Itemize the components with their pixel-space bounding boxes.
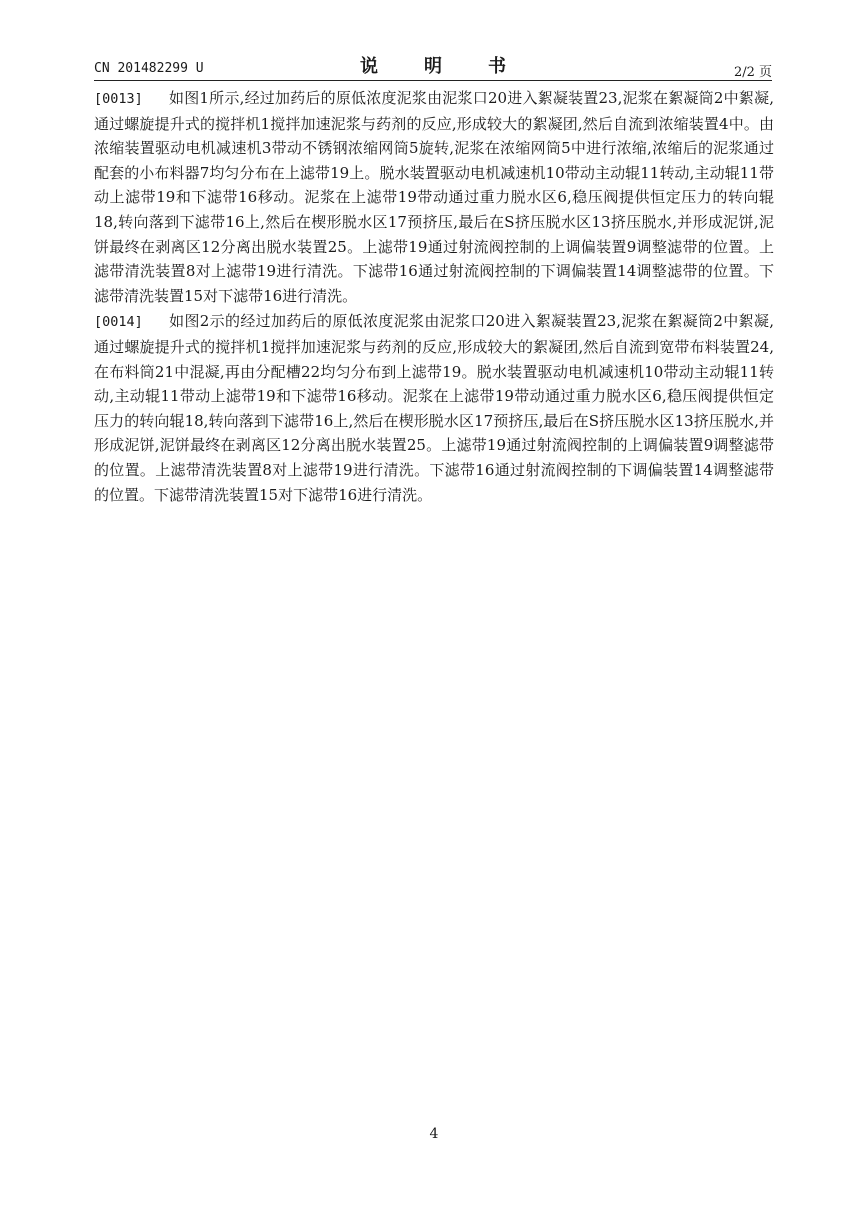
paragraph-text: 如图2示的经过加药后的原低浓度泥浆由泥浆口20进入絮凝装置23,泥浆在絮凝筒2中絮凝,通过螺旋提升式的搅拌机1搅拌加速泥浆与药剂的反应,形成较大的絮凝团,然后自流到宽带布料装置24,在布料筒21中混凝,再由分配槽22均匀分布到上滤带19。脱水装置驱动电机减速机10带动主动辊11转动,主动辊11带动上滤带19和下滤带16移动。泥浆在上滤带19带动通过重力脱水区6,稳压阀提供恒定压力的转向辊18,转向落到下滤带16上,然后在楔形脱水区17预挤压,最后在S挤压脱水区13挤压脱水,并形成泥饼,泥饼最终在剥离区12分离出脱水装置25。上滤带19通过射流阀控制的上调偏装置9调整滤带的位置。上滤带清洗装置8对上滤带19进行清洗。下滤带16通过射流阀控制的下调偏装置14调整滤带的位置。下滤带清洗装置15对下滤带16进行清洗。 — [94, 312, 774, 504]
paragraph-text: 如图1所示,经过加药后的原低浓度泥浆由泥浆口20进入絮凝装置23,泥浆在絮凝筒2中絮凝,通过螺旋提升式的搅拌机1搅拌加速泥浆与药剂的反应,形成较大的絮凝团,然后自流到浓缩装置4中。由浓缩装置驱动电机减速机3带动不锈钢浓缩网筒5旋转,泥浆在浓缩网筒5中进行浓缩,浓缩后的泥浆通过配套的小布料器7均匀分布在上滤带19上。脱水装置驱动电机减速机10带动主动辊11转动,主动辊11带动上滤带19和下滤带16移动。泥浆在上滤带19带动通过重力脱水区6,稳压阀提供恒定压力的转向辊18,转向落到下滤带16上,然后在楔形脱水区17预挤压,最后在S挤压脱水区13挤压脱水,并形成泥饼,泥饼最终在剥离区12分离出脱水装置25。上滤带19通过射流阀控制的上调偏装置9调整滤带的位置。上滤带清洗装置8对上滤带19进行清洗。下滤带16通过射流阀控制的下调偏装置14调整滤带的位置。下滤带清洗装置15对下滤带16进行清洗。 — [94, 89, 774, 305]
paragraph-0013 — [94, 86, 774, 308]
page-number: 4 — [429, 1126, 439, 1142]
document-body — [94, 86, 774, 508]
paragraph-number: [0014] — [94, 314, 143, 331]
page-count: 2/2 页 — [733, 65, 772, 80]
page-header — [94, 50, 772, 81]
paragraph-0014 — [94, 309, 774, 507]
paragraph-number: [0013] — [94, 91, 143, 107]
publication-number: CN 201482299 U — [94, 61, 204, 76]
document-title: 说 明 书 — [360, 56, 520, 77]
